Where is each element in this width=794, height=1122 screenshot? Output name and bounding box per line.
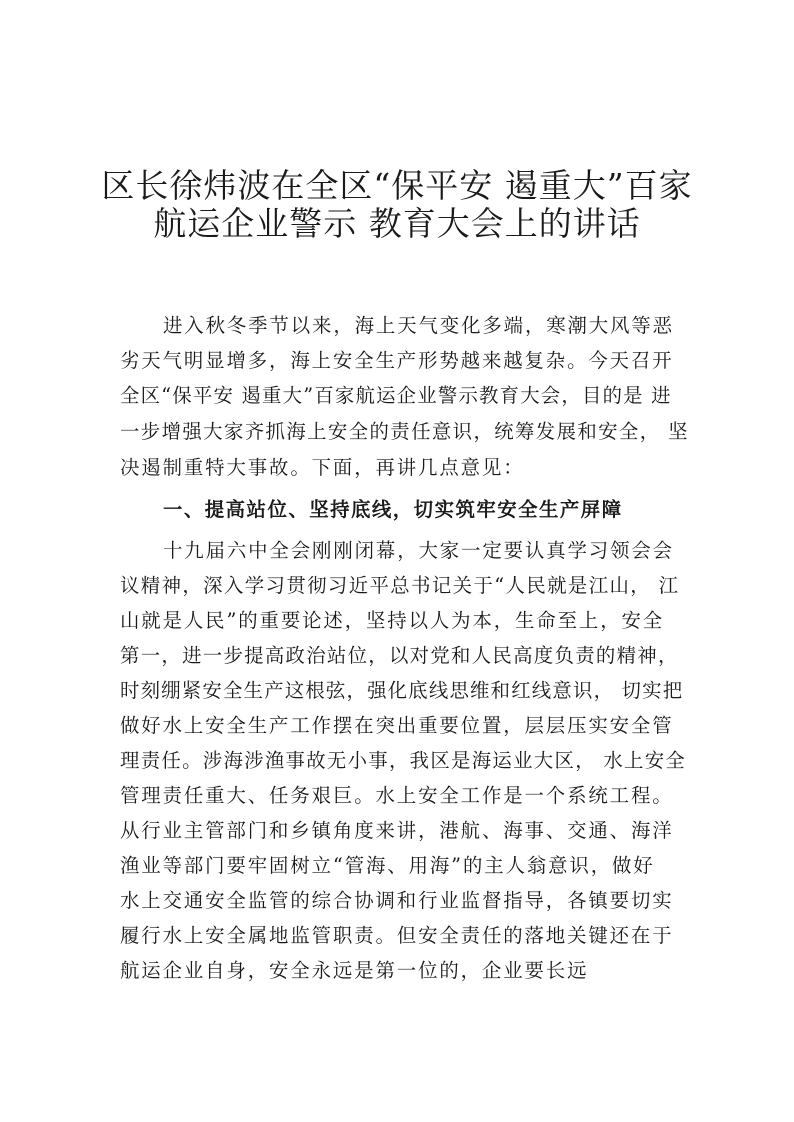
section1-heading: 一、提高站位、坚持底线，切实筑牢安全生产屏障 [163, 498, 623, 521]
paragraph1-line: 全区“保平安 遏重大”百家航运企业警示教育大会，目的是 进 [120, 384, 672, 407]
paragraph2-line: 做好水上安全生产工作摆在突出重要位置，层层压实安全管 [120, 714, 674, 737]
paragraph1-line: 决遏制重特大事故。下面，再讲几点意见： [120, 456, 525, 479]
paragraph2-line: 航运企业自身，安全永远是第一位的，企业要长远 [120, 959, 589, 982]
paragraph2-line: 议精神，深入学习贯彻习近平总书记关于“人民就是江山， 江 [120, 574, 680, 597]
paragraph1-line: 进入秋冬季节以来，海上天气变化多端，寒潮大风等恶 [163, 314, 674, 337]
paragraph2-line: 从行业主管部门和乡镇角度来讲，港航、海事、交通、海洋 [120, 819, 674, 842]
paragraph2-line: 十九届六中全会刚刚闭幕，大家一定要认真学习领会会 [163, 539, 674, 562]
document-title-line-1: 区长徐炜波在全区“保平安 遏重大”百家 [101, 166, 693, 205]
paragraph2-line: 履行水上安全属地监管职责。但安全责任的落地关键还在于 [120, 924, 674, 947]
paragraph2-line: 山就是人民”的重要论述，坚持以人为本，生命至上，安全 [120, 609, 665, 632]
paragraph1-line: 一步增强大家齐抓海上安全的责任意识，统筹发展和安全， 坚 [120, 420, 689, 443]
paragraph1-line: 劣天气明显增多，海上安全生产形势越来越复杂。今天召开 [120, 349, 674, 372]
paragraph2-line: 理责任。涉海涉渔事故无小事，我区是海运业大区， 水上安全 [120, 749, 687, 772]
paragraph2-line: 时刻绷紧安全生产这根弦，强化底线思维和红线意识， 切实把 [120, 679, 684, 702]
paragraph2-line: 渔业等部门要牢固树立“管海、用海”的主人翁意识，做好 [120, 854, 655, 877]
document-title-line-2: 航运企业警示 教育大会上的讲话 [153, 204, 641, 243]
paragraph2-line: 管理责任重大、任务艰巨。水上安全工作是一个系统工程。 [120, 784, 674, 807]
paragraph2-line: 水上交通安全监管的综合协调和行业监督指导，各镇要切实 [120, 889, 674, 912]
paragraph2-line: 第一，进一步提高政治站位，以对党和人民高度负责的精神， [120, 644, 679, 667]
